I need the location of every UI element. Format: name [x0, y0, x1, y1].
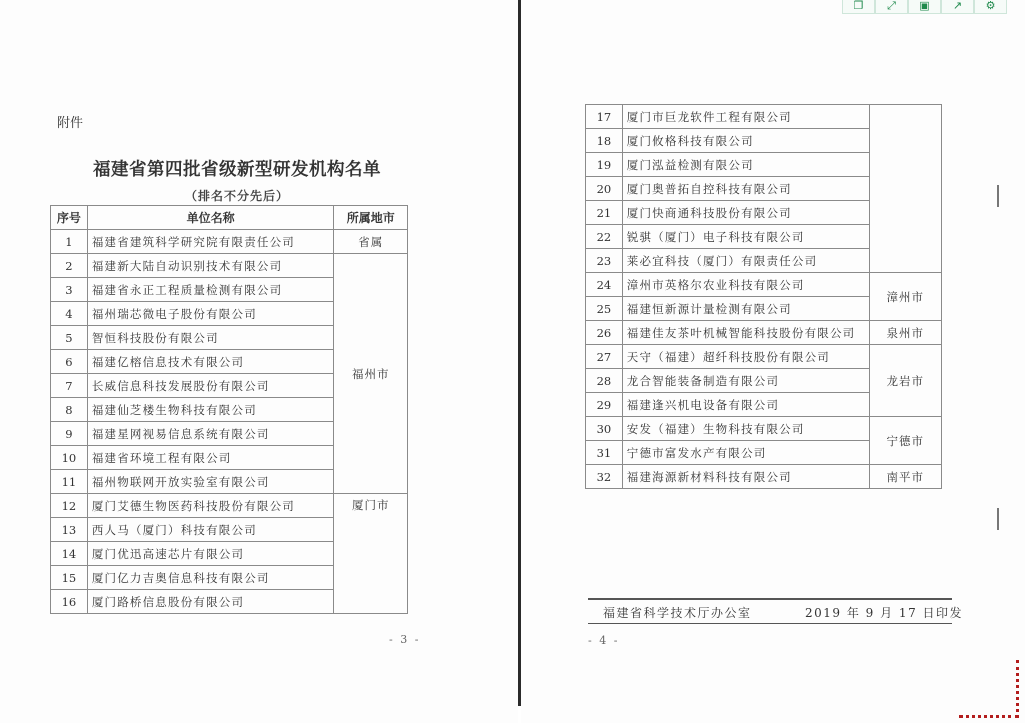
row-index: 10 [51, 446, 88, 470]
share-icon: ↗ [952, 0, 963, 12]
unit-name: 莱必宜科技（厦门）有限责任公司 [622, 249, 869, 273]
row-index: 26 [586, 321, 623, 345]
issue-date: 2019 年 9 月 17 日印发 [805, 606, 964, 620]
row-index: 18 [586, 129, 623, 153]
table-row [51, 494, 408, 518]
attachment-label: 附件 [57, 116, 84, 131]
unit-name: 智恒科技股份有限公司 [87, 326, 334, 350]
row-index: 29 [586, 393, 623, 417]
unit-name: 福建佳友茶叶机械智能科技股份有限公司 [622, 321, 869, 345]
row-index: 17 [586, 105, 623, 129]
row-index: 9 [51, 422, 88, 446]
unit-name: 厦门亿力吉奥信息科技有限公司 [87, 566, 334, 590]
unit-name: 安发（福建）生物科技有限公司 [622, 417, 869, 441]
row-index: 28 [586, 369, 623, 393]
row-index: 4 [51, 302, 88, 326]
gear-icon: ⚙ [985, 0, 996, 12]
unit-name: 福建亿榕信息技术有限公司 [87, 350, 334, 374]
unit-name: 福建省建筑科学研究院有限责任公司 [87, 230, 334, 254]
scan-edge-mark [997, 508, 999, 530]
scan-edge-mark [997, 185, 999, 207]
region-cell: 漳州市 [869, 273, 941, 321]
row-index: 21 [586, 201, 623, 225]
expand-icon: ⤢ [887, 0, 896, 12]
row-index: 5 [51, 326, 88, 350]
footer-rule-bottom [588, 623, 952, 624]
table-row [586, 105, 942, 129]
region-cell: 厦门市 [334, 494, 408, 614]
region-cell [869, 105, 941, 273]
row-index: 30 [586, 417, 623, 441]
unit-name: 福州物联网开放实验室有限公司 [87, 470, 334, 494]
expand-button[interactable] [875, 0, 908, 14]
row-index: 1 [51, 230, 88, 254]
unit-name: 厦门路桥信息股份有限公司 [87, 590, 334, 614]
row-index: 20 [586, 177, 623, 201]
region-cell: 泉州市 [869, 321, 941, 345]
table-row [586, 321, 942, 345]
row-index: 23 [586, 249, 623, 273]
unit-name: 厦门市巨龙软件工程有限公司 [622, 105, 869, 129]
row-index: 3 [51, 278, 88, 302]
region-cell: 龙岩市 [869, 345, 941, 417]
table-row [51, 254, 408, 278]
header-unit-name: 单位名称 [87, 206, 334, 230]
unit-name: 厦门艾德生物医药科技股份有限公司 [87, 494, 334, 518]
unit-name: 厦门快商通科技股份有限公司 [622, 201, 869, 225]
selection-corner-bottom-right [959, 660, 1019, 718]
footer-rule-top [588, 598, 952, 600]
unit-name: 锐骐（厦门）电子科技有限公司 [622, 225, 869, 249]
table-row [51, 230, 408, 254]
row-index: 2 [51, 254, 88, 278]
row-index: 19 [586, 153, 623, 177]
unit-name: 漳州市英格尔农业科技有限公司 [622, 273, 869, 297]
table-row [586, 273, 942, 297]
row-index: 14 [51, 542, 88, 566]
copy-icon: ❐ [853, 0, 864, 12]
table-row [586, 465, 942, 489]
share-button[interactable] [941, 0, 974, 14]
unit-name: 宁德市富发水产有限公司 [622, 441, 869, 465]
unit-name: 福建省环境工程有限公司 [87, 446, 334, 470]
header-region: 所属地市 [334, 206, 408, 230]
copy-button[interactable] [842, 0, 875, 14]
row-index: 6 [51, 350, 88, 374]
region-cell: 南平市 [869, 465, 941, 489]
header-index: 序号 [51, 206, 88, 230]
row-index: 7 [51, 374, 88, 398]
document-subtitle: （排名不分先后） [185, 189, 290, 203]
unit-name: 福建海源新材料科技有限公司 [622, 465, 869, 489]
row-index: 32 [586, 465, 623, 489]
unit-name: 福建新大陆自动识别技术有限公司 [87, 254, 334, 278]
save-icon: ▣ [919, 0, 930, 12]
institution-table-part-1 [50, 205, 408, 614]
unit-name: 厦门泓益检测有限公司 [622, 153, 869, 177]
row-index: 31 [586, 441, 623, 465]
row-index: 11 [51, 470, 88, 494]
row-index: 13 [51, 518, 88, 542]
unit-name: 福建省永正工程质量检测有限公司 [87, 278, 334, 302]
unit-name: 西人马（厦门）科技有限公司 [87, 518, 334, 542]
institution-table-part-2 [585, 104, 942, 489]
document-title: 福建省第四批省级新型研发机构名单 [93, 160, 381, 180]
viewer-toolbar [842, 0, 1007, 16]
row-index: 27 [586, 345, 623, 369]
page-number: - 3 - [389, 633, 421, 646]
row-index: 16 [51, 590, 88, 614]
unit-name: 福建恒新源计量检测有限公司 [622, 297, 869, 321]
table-row [586, 345, 942, 369]
unit-name: 厦门攸格科技有限公司 [622, 129, 869, 153]
row-index: 8 [51, 398, 88, 422]
unit-name: 长威信息科技发展股份有限公司 [87, 374, 334, 398]
unit-name: 龙合智能装备制造有限公司 [622, 369, 869, 393]
unit-name: 厦门优迅高速芯片有限公司 [87, 542, 334, 566]
unit-name: 天守（福建）超纤科技股份有限公司 [622, 345, 869, 369]
row-index: 25 [586, 297, 623, 321]
table-header-row [51, 206, 408, 230]
save-button[interactable] [908, 0, 941, 14]
unit-name: 福建逢兴机电设备有限公司 [622, 393, 869, 417]
row-index: 24 [586, 273, 623, 297]
unit-name: 福建仙芝楼生物科技有限公司 [87, 398, 334, 422]
row-index: 15 [51, 566, 88, 590]
unit-name: 福建星网视易信息系统有限公司 [87, 422, 334, 446]
issuing-office: 福建省科学技术厅办公室 [603, 606, 752, 620]
row-index: 22 [586, 225, 623, 249]
unit-name: 福州瑞芯微电子股份有限公司 [87, 302, 334, 326]
region-cell: 福州市 [334, 254, 408, 494]
unit-name: 厦门奥普拓自控科技有限公司 [622, 177, 869, 201]
table-row [586, 417, 942, 441]
region-cell: 省属 [334, 230, 408, 254]
page-number: - 4 - [588, 634, 620, 647]
row-index: 12 [51, 494, 88, 518]
settings-button[interactable] [974, 0, 1007, 14]
region-cell: 宁德市 [869, 417, 941, 465]
